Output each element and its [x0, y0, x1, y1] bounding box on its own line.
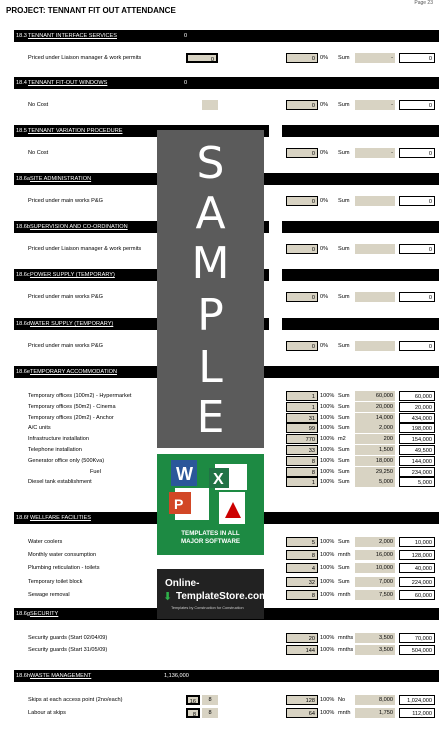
item-description: Security guards (Start 31/05/09): [28, 647, 108, 653]
quantity: 128: [286, 695, 318, 705]
quantity: 0: [286, 196, 318, 206]
quantity: 1: [286, 477, 318, 487]
sample-watermark: [157, 130, 264, 448]
logo-line1: Online-: [165, 578, 200, 589]
rate: 3,500: [355, 633, 395, 643]
section-header: [14, 670, 439, 682]
line-total: 60,000: [399, 590, 435, 600]
percentage: 100%: [320, 479, 335, 486]
unit-of-measure: Sum: [338, 468, 350, 475]
percentage: 100%: [320, 457, 335, 464]
rate: 16,000: [355, 550, 395, 560]
quantity: 8: [286, 550, 318, 560]
quantity: 1: [286, 402, 318, 412]
line-total: 0: [399, 53, 435, 63]
store-logo: [157, 569, 269, 619]
section-code: 18.6a: [16, 176, 30, 182]
item-description: Priced under main works P&G: [28, 343, 103, 349]
line-item: [14, 707, 439, 719]
quantity: 0: [286, 292, 318, 302]
line-total: 20,000: [399, 402, 435, 412]
line-total: 10,000: [399, 537, 435, 547]
section-title: TENNANT INTERFACE SERVICES: [28, 33, 117, 39]
section-title: TEMPORARY ACCOMMODATION: [30, 369, 118, 375]
quantity-b: 8: [202, 708, 218, 718]
unit-of-measure: Sum: [338, 425, 350, 432]
section-code: 18.4: [16, 80, 27, 86]
percentage: 100%: [320, 425, 335, 432]
percentage: 0%: [320, 343, 329, 349]
item-description: Water coolers: [28, 539, 63, 545]
line-total: 128,000: [399, 550, 435, 560]
section-title: TENNANT FIT-OUT WINDOWS: [28, 80, 108, 86]
rate: 60,000: [355, 391, 395, 401]
quantity-a: 8: [186, 708, 200, 718]
rate: -: [355, 100, 395, 110]
section-code: 18.6e: [16, 369, 30, 375]
rate: -: [355, 148, 395, 158]
rate: 18,000: [355, 456, 395, 466]
rate: 14,000: [355, 413, 395, 423]
percentage: 100%: [320, 403, 335, 410]
quantity: 8: [286, 590, 318, 600]
quantity: 99: [286, 423, 318, 433]
section-code: 18.6h: [16, 673, 30, 679]
unit-of-measure: Sum: [338, 198, 350, 204]
line-item: [14, 694, 439, 706]
rate: 3,500: [355, 645, 395, 655]
section-title: SECURITY: [30, 611, 59, 617]
percentage: 0%: [320, 246, 329, 252]
line-total: 224,000: [399, 577, 435, 587]
rate: 2,000: [355, 537, 395, 547]
item-description: Temporary offices (50m2) - Cinema: [28, 403, 116, 410]
unit-of-measure: Sum: [338, 150, 350, 156]
quantity: 0: [286, 53, 318, 63]
section-header: [14, 30, 439, 42]
unit-of-measure: Sum: [338, 55, 350, 61]
unit-of-measure: Sum: [338, 479, 350, 486]
watermark-letter: M: [191, 238, 230, 289]
line-total: 154,000: [399, 434, 435, 444]
unit-of-measure: Sum: [338, 565, 350, 572]
percentage: 0%: [320, 198, 329, 204]
banner-line1: TEMPLATES IN ALL: [181, 530, 240, 537]
unit-of-measure: Sum: [338, 457, 350, 464]
rate: [355, 292, 395, 302]
input-cell: 0: [186, 53, 218, 63]
line-total: 0: [399, 244, 435, 254]
section-amount: 0: [184, 33, 188, 39]
quantity: 0: [286, 341, 318, 351]
percentage: 0%: [320, 294, 329, 300]
item-description: Temporary offices (100m2) - Hypermarket: [28, 393, 132, 399]
quantity: 0: [286, 244, 318, 254]
item-description: Infrastructure installation: [28, 436, 89, 443]
unit-of-measure: Sum: [338, 447, 350, 453]
item-description: Temporary toilet block: [28, 578, 83, 585]
percentage: 0%: [320, 102, 329, 108]
section-amount: 1,136,000: [164, 673, 189, 679]
section-amount: 0: [184, 80, 188, 86]
quantity: 5: [286, 537, 318, 547]
line-total: 40,000: [399, 563, 435, 573]
unit-of-measure: Sum: [338, 539, 350, 545]
unit-of-measure: Sum: [338, 393, 350, 399]
quantity: 32: [286, 577, 318, 587]
rate: [355, 244, 395, 254]
section-code: 18.3: [16, 33, 27, 39]
quantity: 144: [286, 645, 318, 655]
quantity: 0: [286, 148, 318, 158]
item-description: Telephone installation: [28, 447, 82, 453]
unit-of-measure: Sum: [338, 102, 350, 108]
percentage: 100%: [320, 552, 335, 559]
item-description: Temporary offices (20m2) - Anchor: [28, 414, 114, 421]
item-description: Skips at each access point (2no/each): [28, 697, 123, 703]
office-apps-icon: [163, 458, 259, 528]
item-description: Monthly water consumption: [28, 552, 97, 559]
banner-line2: MAJOR SOFTWARE: [180, 538, 241, 545]
rate: 2,000: [355, 423, 395, 433]
page-number: Page 23: [414, 0, 433, 6]
item-description: Fuel: [90, 468, 101, 475]
rate: 5,000: [355, 477, 395, 487]
quantity: 770: [286, 434, 318, 444]
section-title: WASTE MANAGEMENT: [30, 673, 92, 679]
section-title: SITE ADMINISTRATION: [30, 176, 92, 182]
rate: 8,000: [355, 695, 395, 705]
line-total: 112,000: [399, 708, 435, 718]
percentage: 100%: [320, 565, 335, 572]
line-total: 504,000: [399, 645, 435, 655]
project-title: PROJECT: TENNANT FIT OUT ATTENDANCE: [6, 6, 176, 15]
item-description: Priced under main works P&G: [28, 198, 103, 204]
header-gap: [269, 269, 282, 281]
line-total: 434,000: [399, 413, 435, 423]
section-header: [14, 77, 439, 89]
line-item: [14, 644, 439, 656]
quantity-b: 8: [202, 695, 218, 705]
quantity: 8: [286, 456, 318, 466]
watermark-letter: E: [196, 392, 225, 443]
section-code: 18.6g: [16, 611, 30, 617]
rate: 200: [355, 434, 395, 444]
percentage: 100%: [320, 447, 335, 453]
rate: [355, 196, 395, 206]
unit-of-measure: Sum: [338, 294, 350, 300]
item-description: Labour at skips: [28, 710, 66, 717]
rate: -: [355, 53, 395, 63]
section-code: 18.6f: [16, 515, 29, 521]
line-total: 0: [399, 100, 435, 110]
quantity-a: 16: [186, 695, 200, 705]
input-cell: [202, 100, 218, 110]
unit-of-measure: mnth: [338, 710, 351, 717]
unit-of-measure: Sum: [338, 403, 350, 410]
percentage: 100%: [320, 697, 335, 703]
watermark-letter: A: [195, 188, 226, 239]
item-description: Priced under main works P&G: [28, 294, 103, 300]
percentage: 100%: [320, 539, 335, 545]
rate: [355, 341, 395, 351]
unit-of-measure: mnths: [338, 635, 354, 641]
percentage: 100%: [320, 414, 335, 421]
section-code: 18.5: [16, 128, 27, 134]
watermark-letter: P: [197, 290, 224, 341]
svg-text:X: X: [213, 471, 224, 488]
item-description: Generator office only (500Kva): [28, 457, 105, 464]
quantity: 0: [286, 100, 318, 110]
section-code: 18.6b: [16, 224, 30, 230]
header-gap: [269, 125, 282, 137]
line-item: [14, 632, 439, 644]
percentage: 100%: [320, 635, 335, 641]
rate: 1,500: [355, 445, 395, 455]
svg-text:P: P: [174, 496, 184, 512]
rate: 7,000: [355, 577, 395, 587]
item-description: A/C units: [28, 425, 51, 432]
unit-of-measure: Sum: [338, 414, 350, 421]
line-total: 1,024,000: [399, 695, 435, 705]
section-title: SUPERVISION AND CO-ORDINATION: [30, 224, 128, 230]
quantity: 1: [286, 391, 318, 401]
item-description: Priced under Liaison manager & work permits: [28, 246, 142, 252]
line-total: 0: [399, 292, 435, 302]
unit-of-measure: Sum: [338, 246, 350, 252]
unit-of-measure: Sum: [338, 343, 350, 349]
percentage: 100%: [320, 468, 335, 475]
quantity: 33: [286, 445, 318, 455]
line-total: 60,000: [399, 391, 435, 401]
rate: 7,500: [355, 590, 395, 600]
rate: 29,250: [355, 467, 395, 477]
item-description: Diesel tank establishment: [28, 479, 92, 486]
percentage: 100%: [320, 591, 335, 598]
line-item: [14, 99, 439, 111]
line-total: 5,000: [399, 477, 435, 487]
percentage: 100%: [320, 647, 335, 653]
watermark-letter: L: [198, 342, 223, 393]
item-description: Priced under Liaison manager & work permits: [28, 55, 142, 61]
percentage: 100%: [320, 710, 335, 717]
section-code: 18.6c: [16, 272, 30, 278]
quantity: 8: [286, 467, 318, 477]
percentage: 100%: [320, 393, 335, 399]
percentage: 100%: [320, 436, 335, 443]
line-total: 234,000: [399, 467, 435, 477]
line-total: 198,000: [399, 423, 435, 433]
item-description: No Cost: [28, 102, 49, 108]
header-gap: [269, 221, 282, 233]
line-item: [14, 52, 439, 64]
rate: 10,000: [355, 563, 395, 573]
rate: 20,000: [355, 402, 395, 412]
quantity: 31: [286, 413, 318, 423]
svg-text:W: W: [176, 464, 193, 484]
section-title: POWER SUPPLY (TEMPORARY): [30, 272, 115, 278]
unit-of-measure: No: [338, 697, 346, 703]
item-description: Security guards (Start 02/04/09): [28, 635, 108, 641]
percentage: 100%: [320, 578, 335, 585]
percentage: 0%: [320, 150, 329, 156]
section-title: WATER SUPPLY (TEMPORARY): [30, 321, 114, 327]
section-title: WELLFARE FACILITIES: [30, 515, 91, 521]
header-gap: [269, 318, 282, 330]
down-arrow-icon: ⬇: [163, 591, 173, 603]
quantity: 4: [286, 563, 318, 573]
item-description: Plumbing reticulation - toilets: [28, 565, 100, 572]
line-total: 70,000: [399, 633, 435, 643]
line-total: 0: [399, 341, 435, 351]
unit-of-measure: mnths: [338, 647, 354, 653]
unit-of-measure: mnth: [338, 591, 351, 598]
rate: 1,750: [355, 708, 395, 718]
percentage: 0%: [320, 55, 329, 61]
line-total: 0: [399, 196, 435, 206]
item-description: Sewage removal: [28, 591, 70, 598]
quantity: 20: [286, 633, 318, 643]
unit-of-measure: Sum: [338, 578, 350, 585]
software-banner: [157, 454, 264, 555]
logo-line2: TemplateStore.com: [176, 591, 269, 602]
unit-of-measure: mnth: [338, 552, 351, 559]
quantity: 64: [286, 708, 318, 718]
logo-tagline: Templates by Construction for Construction: [171, 606, 244, 610]
watermark-letter: S: [196, 138, 225, 189]
line-total: 0: [399, 148, 435, 158]
section-code: 18.6d: [16, 321, 30, 327]
unit-of-measure: m2: [338, 436, 346, 443]
line-total: 144,000: [399, 456, 435, 466]
section-title: TENNANT VARIATION PROCEDURE: [28, 128, 123, 134]
line-total: 49,500: [399, 445, 435, 455]
item-description: No Cost: [28, 150, 49, 156]
